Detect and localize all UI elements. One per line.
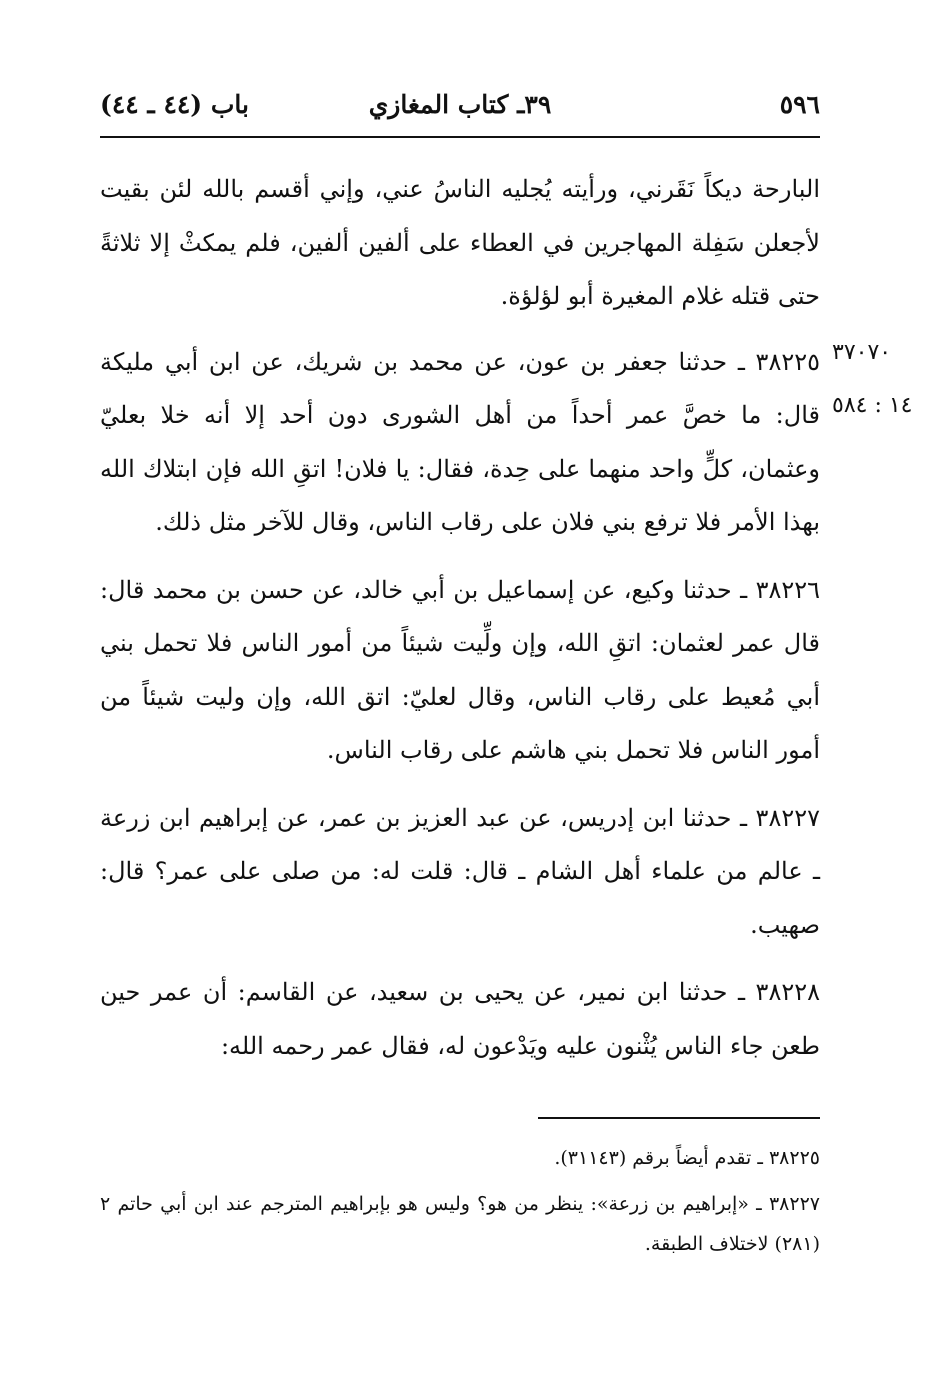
page-number: ٥٩٦ xyxy=(779,90,820,119)
header-rule xyxy=(100,136,820,138)
margin-ref-1: ٣٧٠٧٠ xyxy=(832,340,892,365)
margin-ref-2: ١٤ : ٥٨٤ xyxy=(832,393,913,418)
footnotes xyxy=(100,1138,820,1270)
paragraph: البارحة ديكاً نَقَرني، ورأيته يُجليه الناسُ عني، وإني أقسم بالله لئن بقيت لأجعلن سَفِلة المهاجرين في العطاء على ألفين ألفين، فلم يمكثْ إلا ثلاثةً حتى قتله غلام المغيرة أبو لؤلؤة. xyxy=(100,175,820,310)
footnote: ٣٨٢٢٥ ـ تقدم أيضاً برقم (٣١١٤٣). xyxy=(554,1147,820,1169)
page-header xyxy=(100,86,820,132)
paragraph: ٣٨٢٢٨ ـ حدثنا ابن نمير، عن يحيى بن سعيد، عن القاسم: أن عمر حين طعن جاء الناس يُثْنون عليه ويَدْعون له، فقال عمر رحمه الله: xyxy=(100,978,820,1060)
footnote-rule xyxy=(538,1117,820,1119)
paragraph: ٣٨٢٢٧ ـ حدثنا ابن إدريس، عن عبد العزيز بن عمر، عن إبراهيم ابن زرعة ـ عالم من علماء أهل الشام ـ قال: قلت له: من صلى على عمر؟ قال: صهيب. xyxy=(100,803,820,939)
footnote: ٣٨٢٢٧ ـ «إبراهيم بن زرعة»: ينظر من هو؟ وليس هو بإبراهيم المترجم عند ابن أبي حاتم ٢ (٢٨١) لاختلاف الطبقة. xyxy=(100,1193,820,1255)
chapter-label: باب (٤٤ ـ ٤٤) xyxy=(100,90,249,119)
book-title: ٣٩ـ كتاب المغازي xyxy=(368,90,552,119)
paragraph: ٣٨٢٢٥ ـ حدثنا جعفر بن عون، عن محمد بن شريك، عن ابن أبي مليكة قال: ما خصَّ عمر أحداً من أهل الشورى دون أحد إلا أنه خلا بعليّ وعثمان، كلٍّ واحد منهما على حِدة، فقال: يا فلان! اتقِ الله فإن ابتلاك الله بهذا الأمر فلا ترفع بني فلان على رقاب الناس، وقال للآخر مثل ذلك. xyxy=(100,347,820,536)
paragraph: ٣٨٢٢٦ ـ حدثنا وكيع، عن إسماعيل بن أبي خالد، عن حسن بن محمد قال: قال عمر لعثمان: اتقِ الله، وإن ولِّيت شيئاً من أمور الناس فلا تحمل بني أبي مُعيط على رقاب الناس، وقال لعليّ: اتق الله، وإن وليت شيئاً من أمور الناس فلا تحمل بني هاشم على رقاب الناس. xyxy=(100,575,821,764)
main-text xyxy=(100,163,820,1087)
